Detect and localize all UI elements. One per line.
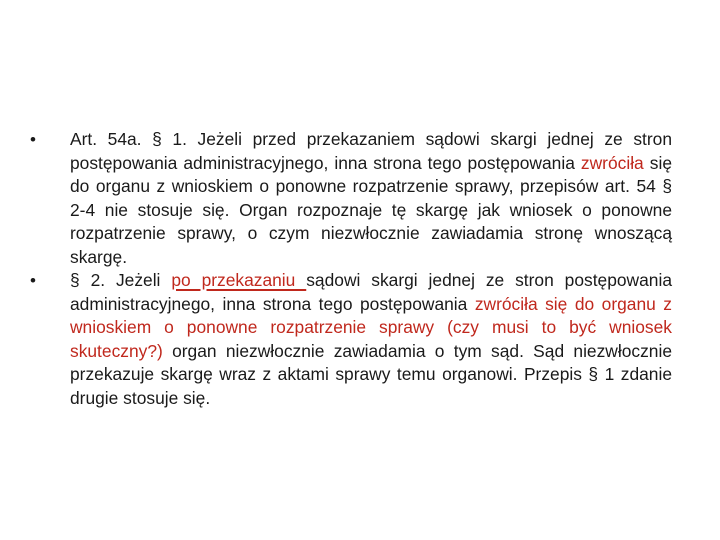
bullet-2-underlined-phrase: po przekazaniu [171, 270, 307, 290]
bullet-2-highlight: zwróciła się do organu z wnioskiem o ponowne rozpatrzenie sprawy (czy musi to być wniosek skuteczny?) [70, 293, 672, 361]
bullet-item-par-2 [22, 269, 672, 410]
bullet-1-text: Art. 54a. § 1. Jeżeli przed przekazaniem sądowi skargi jednej ze stron postępowania administracyjnego, inna strona tego postępowania [70, 129, 672, 173]
bullet-2-text: § 2. Jeżeli [70, 270, 172, 290]
bullet-1-highlight: zwróciła [580, 152, 644, 173]
bullet-1-text-continued: się do organu z wnioskiem o ponowne rozpatrzenie sprawy, przepisów art. 54 § 2-4 nie stosuje się. Organ rozpoznaje tę skargę jak wniosek o ponowne rozpatrzenie sprawy, o czym niezwłocznie zawiadamia stronę wnoszącą skargę. [70, 152, 672, 267]
bullet-dot-icon: • [30, 130, 36, 149]
bullet-2-text-end: organ niezwłocznie zawiadamia o tym sąd. Sąd niezwłocznie przekazuje skargę wraz z aktami sprawy temu organowi. Przepis § 1 zdanie drugie stosuje się. [70, 340, 672, 408]
bullet-list [22, 128, 672, 410]
bullet-dot-icon: • [30, 271, 36, 290]
bullet-item-art-54a-par-1 [22, 128, 672, 269]
bullet-2-text-continued: sądowi skargi jednej ze stron postępowania administracyjnego, inna strona tego postępowania [70, 270, 672, 314]
